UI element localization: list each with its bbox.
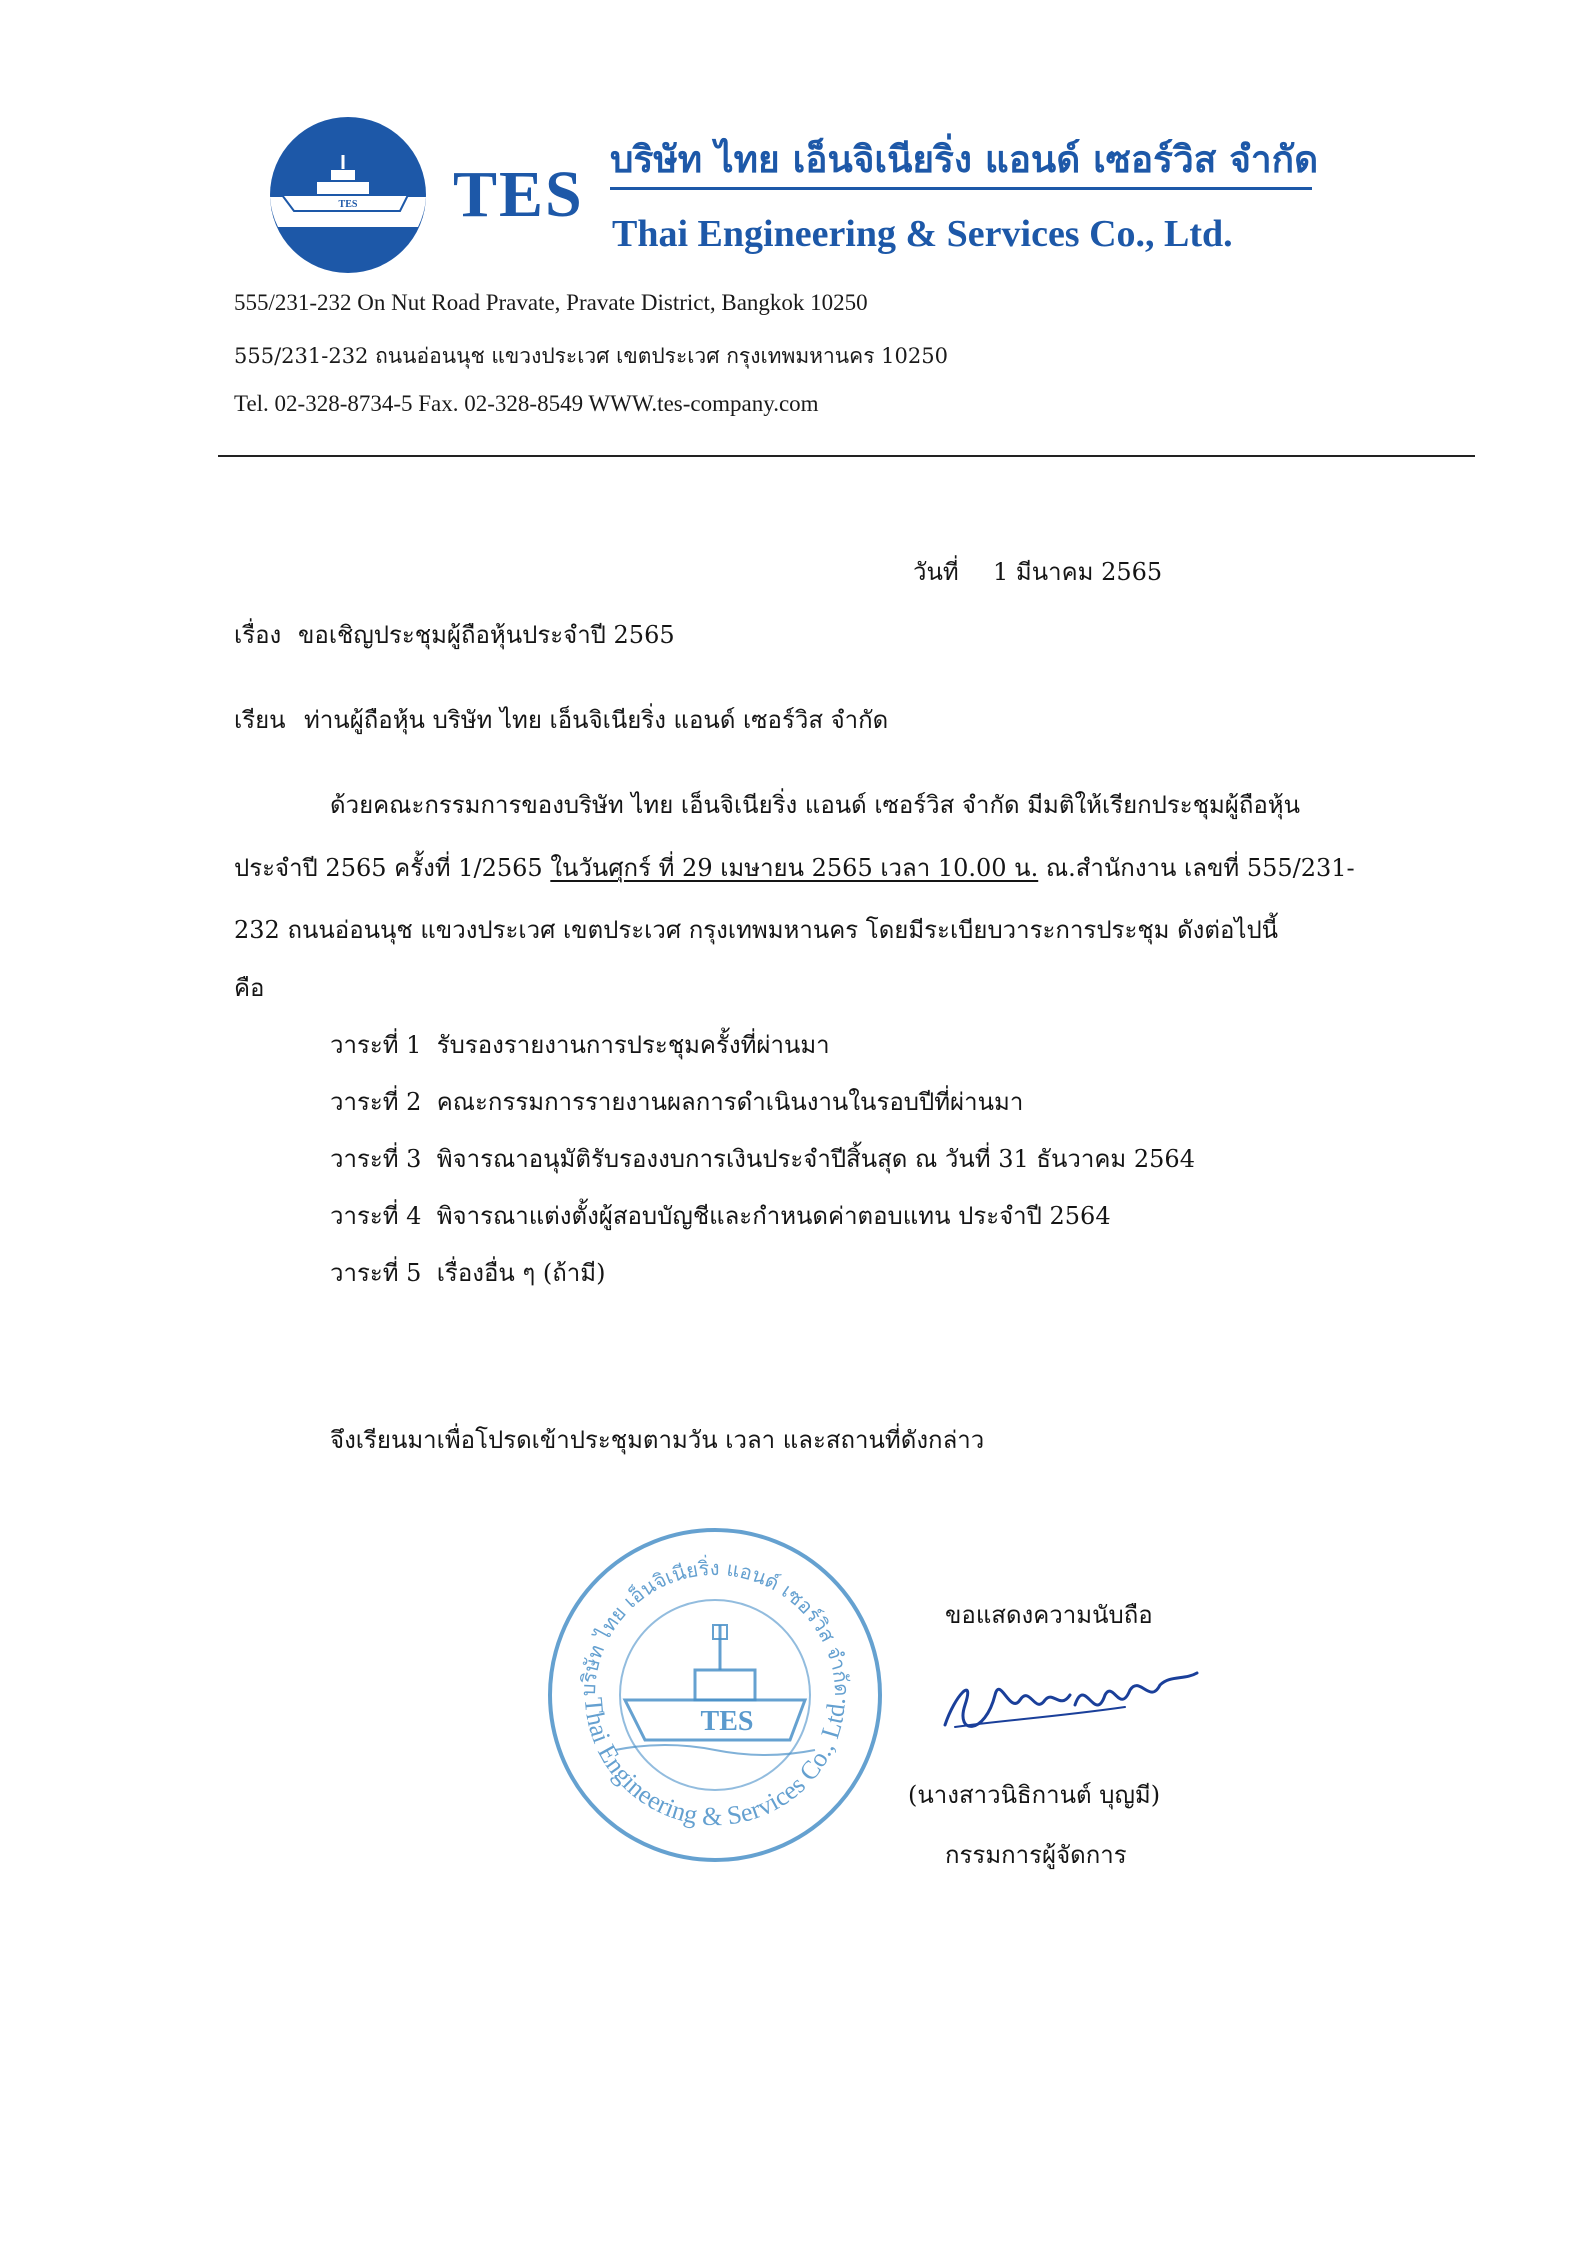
paragraph-line-2-end: ณ.สำนักงาน เลขที่ 555/231- <box>1045 854 1355 882</box>
agenda-label: วาระที่ 1 <box>330 1031 422 1059</box>
agenda-label: วาระที่ 4 <box>330 1202 422 1230</box>
agenda-item <box>330 1082 1023 1121</box>
letter-date: 1 มีนาคม 2565 <box>993 558 1163 586</box>
header-divider <box>218 455 1475 457</box>
paragraph-line-3: 232 ถนนอ่อนนุช แขวงประเวศ เขตประเวศ กรุงเทพมหานคร โดยมีระเบียบวาระการประชุม ดังต่อไปนี้ <box>234 916 1279 944</box>
agenda-text: รับรองรายงานการประชุมครั้งที่ผ่านมา <box>436 1031 830 1059</box>
header-rule <box>610 187 1312 190</box>
paragraph-line-1: ด้วยคณะกรรมการของบริษัท ไทย เอ็นจิเนียริ่ง แอนด์ เซอร์วิส จำกัด มีมติให้เรียกประชุมผู้ถือหุ้น <box>330 791 1301 819</box>
paragraph-line-2-start: ประจำปี 2565 ครั้งที่ 1/2565 <box>234 854 543 882</box>
stamp-thai-text: บริษัท ไทย เอ็นจิเนียริ่ง แอนด์ เซอร์วิส จำกัด <box>575 1555 855 1697</box>
agenda-item <box>330 1196 1111 1235</box>
company-seal-stamp <box>545 1525 885 1865</box>
signer-title: กรรมการผู้จัดการ <box>945 1841 1127 1869</box>
logo-ship-label: TES <box>338 199 358 210</box>
agenda-label: วาระที่ 3 <box>330 1145 422 1173</box>
address-english: 555/231-232 On Nut Road Pravate, Pravate District, Bangkok 10250 <box>234 290 868 315</box>
stamp-english-text: Thai Engineering & Services Co., Ltd. <box>578 1696 851 1832</box>
logo-wordmark: TES <box>453 158 584 231</box>
paragraph-line-2 <box>234 848 1355 887</box>
agenda-label: วาระที่ 2 <box>330 1088 422 1116</box>
closing-sentence: จึงเรียนมาเพื่อโปรดเข้าประชุมตามวัน เวลา และสถานที่ดังกล่าว <box>330 1426 985 1454</box>
letter-subject: ขอเชิญประชุมผู้ถือหุ้นประจำปี 2565 <box>298 621 675 649</box>
subject-label: เรื่อง <box>234 621 282 649</box>
stamp-center-text: TES <box>700 1706 754 1737</box>
agenda-text: เรื่องอื่น ๆ (ถ้ามี) <box>436 1259 606 1287</box>
agenda-text: พิจารณาแต่งตั้งผู้สอบบัญชีและกำหนดค่าตอบแทน ประจำปี 2564 <box>436 1202 1111 1230</box>
to-label: เรียน <box>234 706 286 734</box>
agenda-item <box>330 1253 605 1292</box>
regards-text: ขอแสดงความนับถือ <box>945 1601 1153 1629</box>
agenda-item <box>330 1139 1195 1178</box>
address-thai: 555/231-232 ถนนอ่อนนุช แขวงประเวศ เขตประเวศ กรุงเทพมหานคร 10250 <box>234 344 948 368</box>
paragraph-line-4: คือ <box>234 974 265 1002</box>
letter-recipient: ท่านผู้ถือหุ้น บริษัท ไทย เอ็นจิเนียริ่ง แอนด์ เซอร์วิส จำกัด <box>304 706 889 734</box>
agenda-item <box>330 1025 830 1064</box>
agenda-text: พิจารณาอนุมัติรับรองงบการเงินประจำปีสิ้นสุด ณ วันที่ 31 ธันวาคม 2564 <box>436 1145 1195 1173</box>
company-logo <box>268 115 428 275</box>
contact-line: Tel. 02-328-8734-5 Fax. 02-328-8549 WWW.tes-company.com <box>234 391 819 416</box>
agenda-label: วาระที่ 5 <box>330 1259 422 1287</box>
company-name-thai: บริษัท ไทย เอ็นจิเนียริ่ง แอนด์ เซอร์วิส จำกัด <box>610 137 1319 181</box>
agenda-text: คณะกรรมการรายงานผลการดำเนินงานในรอบปีที่ผ่านมา <box>436 1088 1024 1116</box>
handwritten-signature <box>935 1655 1205 1745</box>
date-label: วันที่ <box>913 558 959 586</box>
company-name-english: Thai Engineering & Services Co., Ltd. <box>612 213 1233 255</box>
signer-name: (นางสาวนิธิกานต์ บุญมี) <box>908 1781 1161 1809</box>
meeting-datetime: ในวันศุกร์ ที่ 29 เมษายน 2565 เวลา 10.00 น. <box>550 854 1039 882</box>
